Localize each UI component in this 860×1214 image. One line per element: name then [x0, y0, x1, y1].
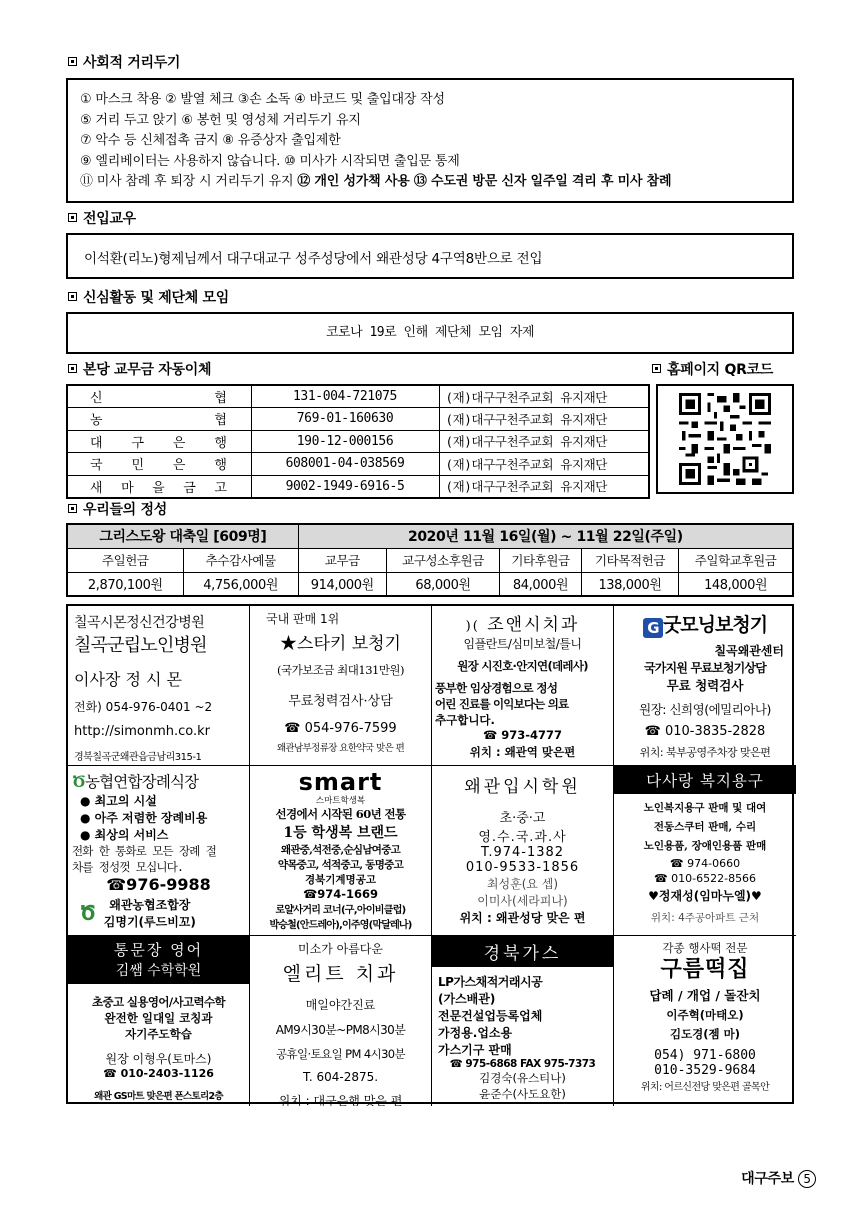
ad-text: 전화) 054-976-0401 ~2: [74, 700, 213, 714]
bank-name-char: 고: [214, 480, 227, 496]
ad-text: 위치 : 대구은행 맞은 편: [278, 1094, 403, 1106]
bank-account-number: 190-12-000156: [251, 430, 439, 453]
ad-text: 위치: 4주공아파트 근처: [650, 912, 760, 924]
bank-account-owner: (재)대구구천주교회 유지재단: [439, 408, 649, 431]
bank-name: [67, 453, 251, 476]
ad-text: ☎ 010-2403-1126: [103, 1067, 214, 1080]
ad-text: 약목중고, 석적중고, 동명중고: [277, 859, 404, 871]
ad-text: 박승철(안드레아),이주영(막달레나): [269, 920, 412, 931]
ad-text: 이미사(세라피나): [477, 894, 568, 908]
bank-account-table: [66, 384, 650, 499]
section-title-qr: [652, 359, 773, 379]
ad-text: 답례 / 개업 / 돌잔치: [649, 988, 761, 1003]
ad-text: ☎974-1669: [302, 887, 379, 901]
section-title-distancing: [68, 52, 180, 72]
ad-text: 위치: 북부공영주차장 맞은편: [639, 746, 771, 759]
ad-text: 경북가스: [432, 936, 613, 967]
section-title-meetings: [68, 287, 229, 307]
ad-text: 조앤시치과: [487, 615, 580, 635]
ad-text: 위치: 어르신전당 맞은편 골목안: [640, 1082, 770, 1093]
ad-text: 무료청력검사·상담: [288, 694, 393, 709]
ad-text: 풍부한 임상경험으로 정성: [435, 681, 558, 695]
rule-text: ⑪ 미사 참례 후 퇴장 시 거리두기 유지: [80, 174, 298, 189]
ad-text: 전화 한 통화로 모든 장례 절: [72, 844, 217, 858]
ad-text: 다사랑 복지용구: [614, 766, 796, 794]
ad-text: 원장 이형우(토마스): [105, 1052, 212, 1066]
ad-text: 무료 청력검사: [666, 678, 744, 693]
square-bullet-icon: [68, 364, 77, 373]
section-title-autopay: [68, 359, 211, 379]
bank-account-owner: (재)대구구천주교회 유지재단: [439, 475, 649, 498]
g-logo-icon: G: [643, 618, 663, 638]
ad-text: ♥정재성(임마누엘)♥: [648, 889, 762, 903]
ad-text: 칠곡시몬정신건강병원: [74, 615, 205, 631]
ad-text: (국가보조금 최대131만원): [276, 663, 405, 677]
bank-name: [67, 430, 251, 453]
ad-text: 초·중·고: [499, 811, 546, 826]
ad-text: 김쌤 수학학원: [115, 963, 202, 979]
ad-text: 전동스쿠터 판매, 수리: [653, 821, 757, 833]
ad-text: 차를 정성껏 모십니다.: [72, 860, 184, 874]
distancing-rules-box: [66, 78, 794, 203]
bank-account-owner: (재)대구구천주교회 유지재단: [439, 453, 649, 476]
ad-text: 농협연합장례식장: [84, 773, 199, 791]
ad-text: ☎ 010-6522-8566: [653, 872, 757, 885]
ad-text: ★스타키 보청기: [280, 634, 401, 654]
ad-text: ☎ 973-4777: [482, 728, 563, 742]
ad-text: 최성훈(요 셉): [486, 877, 559, 891]
section-title-transfer: [68, 208, 136, 228]
bank-account-number: 9002-1949-6916-5: [251, 475, 439, 498]
ad-text: 굿모닝보청기: [662, 614, 768, 636]
ad-text: 공휴일·토요일 PM 4시30분: [275, 1047, 406, 1061]
bank-name-char: 협: [214, 391, 227, 406]
bank-row: [67, 408, 649, 431]
ad-text: 이사장 정 시 몬: [74, 670, 182, 689]
ad-text: ☎ 054-976-7599: [284, 721, 397, 736]
ad-starkey-hearing: [250, 606, 432, 766]
ad-gas-body: [432, 967, 613, 1058]
ad-text: LP가스채적거래시공: [438, 975, 543, 989]
advertisement-grid: [66, 604, 794, 1104]
transfer-text: 이석환(리노)형제님께서 대구대교구 성주성당에서 왜관성당 4구역8반으로 전입: [84, 251, 543, 267]
ad-text: 임플란트/심미보철/틀니: [463, 637, 582, 651]
bank-name-char: 농: [90, 413, 103, 429]
ad-funeral-president: [72, 896, 245, 930]
bank-name-char: 신: [90, 391, 103, 406]
rule-line: [80, 172, 780, 193]
offering-right-header: 2020년 11월 16일(월) ~ 11월 22일(주일): [298, 524, 793, 548]
offering-value: 84,000원: [500, 572, 581, 596]
bank-account-number: 769-01-160630: [251, 408, 439, 431]
square-bullet-icon: [68, 292, 77, 301]
ad-text: 경북칠곡군왜관읍금남리315-1: [74, 752, 202, 763]
ad-dasarang-welfare: [614, 766, 796, 936]
ad-simon-hospital: [68, 606, 250, 766]
offering-label: 추수감사예물: [183, 548, 298, 572]
ad-text: 영.수.국.과.사: [478, 830, 567, 845]
bank-name-char: 대: [90, 435, 103, 451]
ad-text: 로얄사거리 코너(구,아이비클럽): [275, 905, 406, 916]
ad-text: 경북기계명공고: [304, 874, 376, 886]
bank-name: [67, 475, 251, 498]
bank-name-char: 협: [214, 413, 227, 429]
section-title-text: 우리들의 정성: [83, 502, 167, 518]
ad-text: 위치 : 왜관역 맞은편: [469, 745, 576, 759]
square-bullet-icon: [68, 504, 77, 513]
offering-label: 교무금: [298, 548, 386, 572]
ad-text: ● 최상의 서비스: [80, 828, 169, 842]
ad-text: 왜관남부정류장 요한약국 맞은 편: [276, 743, 405, 754]
ad-academy-header: [68, 936, 249, 984]
bank-name-char: 구: [131, 435, 144, 451]
ad-text: 어린 진료를 이익보다는 의료: [435, 697, 569, 711]
ad-nonghyup-funeral: [68, 766, 250, 936]
ad-text: 엘리트 치과: [282, 963, 399, 985]
ad-text: 원장: 신희영(에밀리아나): [639, 702, 771, 717]
rule-line: ⑨ 엘리베이터는 사용하지 않습니다. ⑩ 미사가 시작되면 출입문 통제: [80, 153, 460, 169]
ad-text: 칠곡군립노인병원: [74, 635, 207, 656]
ad-text: 국가지원 무료보청기상담: [643, 661, 767, 675]
rule-line: ⑤ 거리 두고 앉기 ⑥ 봉헌 및 영성체 거리두기 유지: [80, 112, 361, 128]
offering-value-row: [67, 572, 793, 596]
ad-gyeongbuk-gas: [432, 936, 614, 1106]
ad-text: 가정용.업소용: [438, 1026, 513, 1040]
page-number: 5: [798, 1170, 816, 1188]
ad-text: 왜관 GS마트 맞은편 폰스토리2층: [94, 1091, 223, 1102]
ad-text: ☎ 975-6868 FAX 975-7373: [449, 1058, 596, 1070]
ad-joan-dental: [432, 606, 614, 766]
bank-name-char: 은: [172, 458, 186, 474]
offering-table: [66, 523, 794, 597]
ad-text: 010-9533-1856: [465, 860, 580, 875]
section-title-offering: [68, 499, 167, 519]
ad-text: 자기주도학습: [125, 1027, 192, 1041]
tooth-icon: )(: [465, 619, 480, 634]
square-bullet-icon: [68, 213, 77, 222]
rule-line: ① 마스크 착용 ② 발열 체크 ③손 소독 ④ 바코드 및 출입대장 작성: [80, 92, 445, 107]
qr-code-icon[interactable]: [679, 393, 771, 485]
ad-text: 김명기(루드비꼬): [103, 915, 196, 929]
offering-label: 기타목적헌금: [581, 548, 679, 572]
offering-value: 68,000원: [386, 572, 500, 596]
ad-text: 원장 시진호·안지연(데레사): [457, 659, 588, 673]
bank-row: [67, 475, 649, 498]
rule-text-bold: ⑫ 개인 성가책 사용 ⑬ 수도권 방문 신자 일주일 격리 후 미사 참례: [297, 174, 672, 189]
offering-left-header: 그리스도왕 대축일 [609명]: [67, 524, 298, 548]
bank-account-number: 608001-04-038569: [251, 453, 439, 476]
ad-text: AM9시30분~PM8시30분: [275, 1023, 406, 1037]
bank-name: [67, 385, 251, 408]
bank-row: [67, 453, 649, 476]
ad-text: T. 604-2875.: [302, 1070, 379, 1084]
square-bullet-icon: [68, 57, 77, 66]
bank-account-number: 131-004-721075: [251, 385, 439, 408]
ad-text: 추구합니다.: [435, 713, 495, 727]
ad-text: (가스배관): [438, 992, 496, 1006]
ad-goodmorning-title: [616, 610, 794, 638]
rule-line: ⑦ 악수 등 신체접촉 금지 ⑧ 유증상자 출입제한: [80, 133, 341, 148]
bank-name-char: 국: [90, 458, 103, 474]
bank-name-char: 마: [121, 480, 134, 496]
ad-text: ☎ 010-3835-2828: [644, 724, 766, 739]
bank-name-char: 민: [131, 458, 144, 474]
ad-text: 윤준수(사도요한): [479, 1087, 566, 1101]
section-title-text: 홈페이지 QR코드: [667, 362, 773, 378]
bank-name-char: 행: [214, 435, 227, 451]
ad-text: 선경에서 시작된 60년 전통: [275, 807, 406, 821]
bank-name-char: 새: [90, 480, 103, 496]
page-footer: [741, 1168, 816, 1188]
bank-row: [67, 385, 649, 408]
ad-text: ☎976-9988: [106, 875, 211, 894]
bank-row: [67, 430, 649, 453]
offering-label-row: [67, 548, 793, 572]
ad-english-math-academy: [68, 936, 250, 1106]
ad-text: 왜관농협조합장: [109, 898, 191, 912]
offering-value: 4,756,000원: [183, 572, 298, 596]
offering-label: 주일헌금: [67, 548, 183, 572]
bank-name-char: 을: [152, 480, 165, 496]
ad-text: 구름떡집: [660, 956, 750, 982]
ad-text: 김경숙(유스티나): [479, 1071, 566, 1085]
offering-value: 914,000원: [298, 572, 386, 596]
ad-text: 위치 : 왜관성당 맞은 편: [459, 911, 586, 925]
offering-label: 주일학교후원금: [679, 548, 793, 572]
ad-text: 매일야간진료: [305, 998, 376, 1012]
section-title-text: 사회적 거리두기: [83, 55, 181, 71]
ad-text: 노인용품, 장애인용품 판매: [643, 840, 767, 852]
ad-elite-dental: [250, 936, 432, 1106]
nonghyup-logo-icon: Ծ: [72, 772, 85, 791]
offering-value: 2,870,100원: [67, 572, 183, 596]
offering-label: 교구성소후원금: [386, 548, 500, 572]
bank-name: [67, 408, 251, 431]
ad-joan-title: [435, 610, 610, 635]
meeting-box: [66, 312, 794, 354]
ad-text: 054) 971-6800: [654, 1048, 756, 1063]
section-title-text: 본당 교무금 자동이체: [83, 362, 212, 378]
bank-name-char: 금: [183, 480, 196, 496]
ad-text: 가스기구 판매: [438, 1043, 512, 1057]
ad-text: 각종 행사떡 전문: [662, 941, 748, 955]
bank-name-char: 은: [172, 435, 186, 451]
ad-smart-uniform: [250, 766, 432, 936]
transfer-box: [66, 233, 794, 279]
ad-text: http://simonmh.co.kr: [74, 724, 210, 739]
qr-code-box[interactable]: [656, 384, 794, 494]
ad-text: 노인복지용구 판매 및 대여: [643, 802, 767, 814]
section-title-text: 전입교우: [83, 211, 136, 227]
bank-account-owner: (재)대구구천주교회 유지재단: [439, 430, 649, 453]
ad-text: T.974-1382: [480, 845, 565, 860]
ad-text: 왜관중,석전중,순심남여중고: [280, 844, 401, 856]
ad-funeral-title: [72, 770, 245, 792]
ad-text: 이주혁(마태오): [666, 1008, 744, 1022]
ad-text: 1등 학생복 브랜드: [283, 825, 398, 841]
ad-text: 통문장 영어: [113, 941, 204, 959]
ad-text: 미소가 아름다운: [298, 942, 383, 956]
nonghyup-logo-icon: Ծ: [80, 901, 96, 925]
ad-text: 칠곡왜관센터: [714, 644, 784, 658]
square-bullet-icon: [652, 364, 661, 373]
ad-text: 010-3529-9684: [654, 1063, 756, 1078]
ad-text: ☎ 974-0660: [669, 857, 741, 870]
bank-account-owner: (재)대구구천주교회 유지재단: [439, 385, 649, 408]
ad-text: smart: [298, 768, 383, 796]
section-title-text: 신심활동 및 제단체 모임: [83, 290, 229, 306]
ad-gureum-ricecake: [614, 936, 796, 1106]
ad-text: ● 아주 저렴한 장례비용: [80, 811, 208, 825]
ad-text: 전문건설업등록업체: [438, 1009, 543, 1023]
offering-label: 기타후원금: [500, 548, 581, 572]
meeting-text: 코로나 19로 인해 제단체 모임 자제: [325, 325, 535, 340]
offering-value: 138,000원: [581, 572, 679, 596]
ad-text: 스마트학생복: [315, 796, 366, 806]
footer-publication: 대구주보: [741, 1171, 794, 1187]
ad-text: 초중고 실용영어/사고력수학: [91, 995, 226, 1009]
bank-name-char: 행: [214, 458, 227, 474]
ad-text: 국내 판매 1위: [266, 612, 340, 626]
ad-text: 왜관입시학원: [464, 777, 581, 797]
ad-text: ● 최고의 시설: [80, 794, 157, 808]
ad-text: 완전한 일대일 코칭과: [104, 1011, 213, 1025]
ad-goodmorning-hearing: [614, 606, 796, 766]
offering-value: 148,000원: [679, 572, 793, 596]
ad-waegwan-academy: [432, 766, 614, 936]
ad-text: 김도경(젬 마): [669, 1027, 741, 1041]
